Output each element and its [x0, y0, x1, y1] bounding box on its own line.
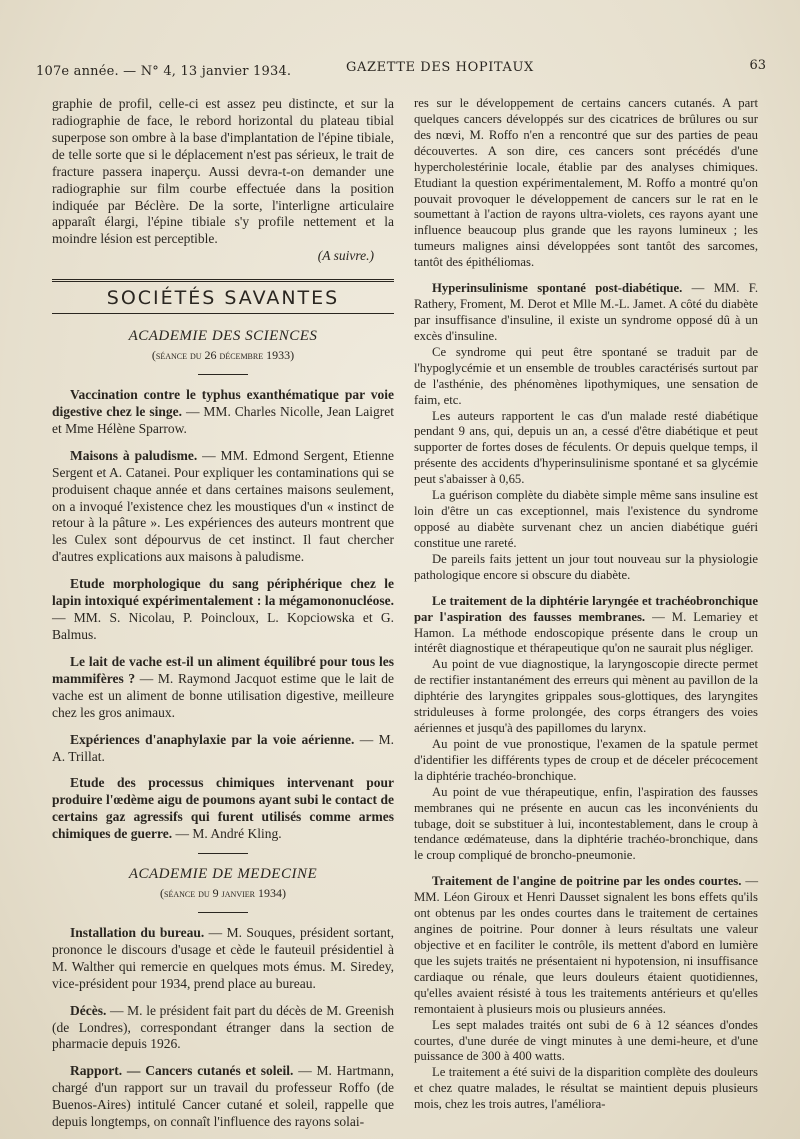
report-body: — M. Hartmann, chargé d'un rapport sur un travail du professeur Roffo (de Buenos-Aires) intitulé Cancer cutané et soleil, rappelle que depuis longtemps, on connaît l'influence des rayons solai-: [52, 1063, 394, 1130]
journal-title: GAZETTE DES HOPITAUX: [346, 60, 534, 75]
report-paragraph: Au point de vue thérapeutique, enfin, l'aspiration des fausses membranes qui ne présente en aucun cas les inconvénients du tubage, doit se substituer à lui, incontestablement, dans le croup à tendance œdémateuse, dans la diphtérie trachéo-bronchique, dans le croup compliqué de broncho-pneumonie.: [414, 784, 758, 863]
report-item: [52, 732, 394, 766]
section-divider: [52, 279, 394, 282]
report-item: [414, 874, 758, 1017]
report-paragraph: Ce syndrome qui peut être spontané se traduit par de l'hypoglycémie et un ensemble de troubles caractérisés surtout par de l'asthénie, des phénomènes lipothymiques, une sensation de faim, etc.: [414, 344, 758, 407]
report-item: [52, 387, 394, 438]
issue-line: 107e année. — N° 4, 13 janvier 1934.: [36, 64, 292, 79]
academy-medecine-session: (séance du 9 janvier 1934): [160, 886, 286, 901]
report-body: — MM. Charles Nicolle, Jean Laigret et Mme Hélène Sparrow.: [52, 403, 394, 436]
report-paragraph: Les auteurs rapportent le cas d'un malade resté diabétique pendant 9 ans, qui, depuis un an, a cessé d'être diabétique et peut supporter de fortes doses de féculents. Or depuis quelque temps, il présente des accidents d'hyperinsulinisme spontané et sa glycémie peut s'abaisser à 0,65.: [414, 408, 758, 487]
title-underline: [52, 313, 394, 314]
right-column: [414, 96, 758, 1113]
section-title: SOCIÉTÉS SAVANTES: [106, 287, 340, 310]
report-item: [52, 576, 394, 644]
report-paragraph: De pareils faits jettent un jour tout nouveau sur la physiologie pathologique encore si obscure du diabète.: [414, 551, 758, 582]
report-body: — MM. F. Rathery, Froment, M. Derot et Mlle M.-L. Jamet. A côté du diabète par insuffisance d'insuline, il existe un syndrome opposé dû à un excès d'insuline.: [414, 281, 758, 343]
report-body: — M. André Kling.: [172, 826, 282, 842]
report-item: [414, 281, 758, 345]
report-title: Vaccination contre le typhus exanthématique par voie digestive chez le singe.: [52, 386, 394, 419]
report-body: — MM. Edmond Sergent, Etienne Sergent et A. Catanei. Pour expliquer les contaminations qui se produisent chaque année et dans certaines maisons seulement, on a invoqué l'existence chez les moustiques d'un « instinct de retour à la pâture ». Les expériences des auteurs montrent que les Culex sont dépourvus de cet instinct. Il faut chercher d'autres explications aux maisons à paludisme.: [52, 447, 394, 565]
report-title: Expériences d'anaphylaxie par la voie aérienne.: [70, 731, 355, 747]
academy-medecine-title: ACADEMIE DE MEDECINE: [128, 866, 318, 883]
to-be-continued: (A suivre.): [317, 248, 374, 264]
academy-sciences-title: ACADEMIE DES SCIENCES: [128, 328, 318, 345]
report-body: — M. Lemariey et Hamon. La méthode endoscopique présente dans le croup un intérêt diagnostique et thérapeutique qu'on ne saurait plus négliger.: [414, 609, 758, 656]
report-paragraph: Le traitement a été suivi de la disparition complète des douleurs et chez quatre malades, le résultat se maintient depuis plusieurs mois, chez les trois autres, l'améliora-: [414, 1065, 758, 1112]
report-body: — M. Souques, président sortant, prononce le discours d'usage et cède le fauteuil présidentiel à M. Walther qui remercie en quelques mots émus. M. Siredey, vice-président pour 1934, prend place au bureau.: [52, 924, 394, 991]
report-body: — MM. S. Nicolau, P. Poincloux, L. Kopciowska et G. Balmus.: [52, 610, 394, 642]
article-continuation: graphie de profil, celle-ci est assez peu distincte, et sur la radiographie de face, le rebord horizontal du plateau tibial superpose son ombre à la base d'implantation de l'épine tibiale, de telle sorte que si le déplacement n'est pas sérieux, le trait de fracture passera inaperçu. Aussi devra-t-on demander une radiographie sur film courbe effectuée dans la position indiquée par Béclère. De la sorte, l'interligne articulaire apparaît élargi, l'épine tibiale s'y profile nettement et la moindre lésion est perceptible.: [52, 96, 394, 247]
report-body: — M. le président fait part du décès de M. Greenish (de Londres), correspondant étranger dans la section de pharmacie depuis 1926.: [52, 1002, 394, 1052]
report-title: Installation du bureau.: [70, 924, 205, 940]
report-title: Traitement de l'angine de poitrine par les ondes courtes.: [432, 874, 742, 889]
short-divider: [198, 853, 248, 854]
short-divider: [198, 374, 248, 375]
report-title: Rapport. — Cancers cutanés et soleil.: [70, 1063, 294, 1079]
report-title: Maisons à paludisme.: [70, 447, 198, 463]
report-title: Décès.: [70, 1002, 107, 1018]
report-continuation: res sur le développement de certains cancers cutanés. A part quelques cancers développés sur des cicatrices de brûlures ou sur des nœvi, M. Roffo n'en a rencontré que sur des parties de peau découvertes. A son dire, ces cancers sont précédés d'une hypercholestérinie locale, établie par des analyses chimiques. Etudiant la question expérimentalement, M. Roffo a montré qu'on pouvait provoquer le développement de cancers sur le rat en le soumettant à l'action de rayons ultra-violets, ces rayons ayant une influence beaucoup plus grande que les rayons lumineux ; les tumeurs malignes ainsi développées sont tantôt des sarcomes, tantôt des épithéliomas.: [414, 96, 758, 270]
page-header: [36, 58, 766, 84]
report-body: — MM. Léon Giroux et Henri Dausset signalent les bons effets qu'ils ont obtenus par les ondes courtes dans le traitement de certaines angines de poitrine. Pour donner à leurs résultats une valeur objective et en faciliter le contrôle, ils mettent d'abord en lumière que les sujets traités ne présentaient ni hypotension, ni insuffisance cardiaque ou rénale, que leurs douleurs étaient quotidiennes, qu'elles avaient résisté à tous les traitements antérieurs et qu'elles remontaient à plusieurs mois ou plusieurs années.: [414, 874, 758, 1016]
report-item: [52, 1063, 394, 1131]
report-item: [52, 1003, 394, 1054]
report-title: Le traitement de la diphtérie laryngée et trachéobronchique par l'aspiration des fausses membranes.: [414, 593, 758, 624]
report-paragraph: Au point de vue pronostique, l'examen de la spatule permet d'identifier les différents types de croup et de déceler précocement la diphtérie trachéo-bronchique.: [414, 736, 758, 783]
report-title: Etude des processus chimiques intervenant pour produire l'œdème aigu de poumons ayant subi le contact de certains gaz agressifs qui furent utilisés comme armes chimiques de guerre.: [52, 775, 394, 842]
report-title: Le lait de vache est-il un aliment équilibré pour tous les mammifères ?: [52, 653, 394, 686]
report-paragraph: La guérison complète du diabète simple même sans insuline est loin d'être un cas exceptionnel, mais l'existence du syndrome opposé au diabète survenant chez un ancien diabétique guéri constitue une rareté.: [414, 488, 758, 550]
report-item: [52, 925, 394, 993]
report-paragraph: Les sept malades traités ont subi de 6 à 12 séances d'ondes courtes, d'une durée de vingt minutes à une demi-heure, et d'une puissance de 300 à 400 watts.: [414, 1017, 758, 1064]
report-title: Hyperinsulinisme spontané post-diabétique.: [432, 281, 683, 296]
report-paragraph: Au point de vue diagnostique, la laryngoscopie directe permet de rectifier instantanément des erreurs qui mènent au pavillon de la diphtérie des laryngites grippales sous-glottiques, des laryngites striduleuses à forme prolongée, des corps étrangers des voies aériennes et jusqu'à des papillomes du larynx.: [414, 657, 758, 736]
academy-sciences-session: (séance du 26 décembre 1933): [151, 348, 295, 363]
report-item: [52, 775, 394, 843]
report-body: — M. Raymond Jacquot estime que le lait de vache est un aliment de bonne utilisation digestive, meilleure chez les gros animaux.: [52, 670, 395, 720]
left-column: [52, 96, 394, 1131]
page-number: 63: [749, 58, 766, 73]
short-divider: [198, 912, 248, 913]
report-body: — M. A. Trillat.: [52, 731, 394, 764]
report-item: [414, 594, 758, 658]
report-title: Etude morphologique du sang périphérique chez le lapin intoxiqué expérimentalement : la mégamononucléose.: [52, 576, 394, 609]
report-item: [52, 654, 394, 722]
report-item: [52, 448, 394, 566]
